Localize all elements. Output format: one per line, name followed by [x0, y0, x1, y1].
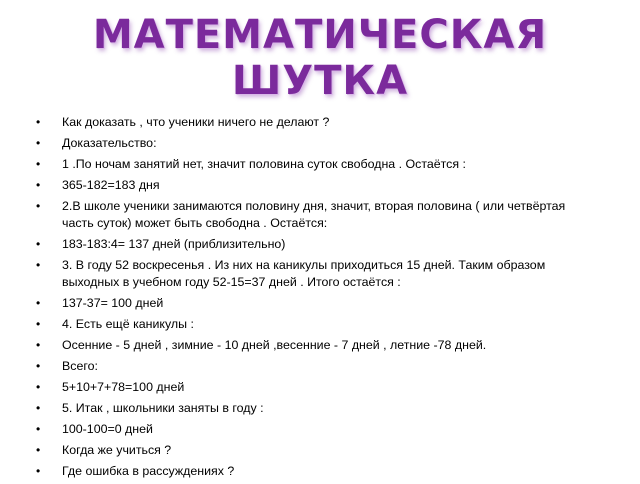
list-item	[36, 135, 596, 152]
bullet-icon: •	[36, 401, 41, 415]
list-item	[36, 295, 596, 312]
bullet-icon: •	[36, 199, 41, 213]
bullet-list	[36, 114, 596, 484]
list-item-text: 100-100=0 дней	[62, 422, 153, 436]
list-item-text: Где ошибка в рассуждениях ?	[62, 464, 235, 478]
list-item	[36, 177, 596, 194]
slide-title	[0, 12, 640, 104]
bullet-icon: •	[36, 464, 41, 478]
bullet-icon: •	[36, 237, 41, 251]
list-item	[36, 400, 596, 417]
list-item	[36, 114, 596, 131]
list-item	[36, 463, 596, 480]
list-item	[36, 358, 596, 375]
list-item-text: Когда же учиться ?	[62, 443, 172, 457]
list-item	[36, 198, 596, 232]
list-item	[36, 316, 596, 333]
list-item-text: 183-183:4= 137 дней (приблизительно)	[62, 237, 286, 251]
list-item-text: 137-37= 100 дней	[62, 296, 164, 310]
title-line-1: МАТЕМАТИЧЕСКАЯ	[92, 12, 548, 58]
bullet-icon: •	[36, 338, 41, 352]
list-item	[36, 421, 596, 438]
list-item-text: Как доказать , что ученики ничего не делают ?	[62, 115, 330, 129]
list-item-text: 5+10+7+78=100 дней	[62, 380, 185, 394]
list-item-text: 3. В году 52 воскресенья . Из них на каникулы приходиться 15 дней. Таким образом выходных в учебном году 52-15=37 дней . Итого остаётся :	[62, 258, 546, 289]
list-item-text: Всего:	[62, 359, 98, 373]
list-item-text: 1 .По ночам занятий нет, значит половина суток свободна . Остаётся :	[62, 157, 466, 171]
list-item	[36, 156, 596, 173]
bullet-icon: •	[36, 422, 41, 436]
list-item	[36, 257, 596, 291]
bullet-icon: •	[36, 296, 41, 310]
title-line-2: ШУТКА	[231, 58, 409, 104]
list-item	[36, 442, 596, 459]
list-item-text: Осенние - 5 дней , зимние - 10 дней ,весенние - 7 дней , летние -78 дней.	[62, 338, 487, 352]
list-item	[36, 337, 596, 354]
list-item-text: 4. Есть ещё каникулы :	[62, 317, 194, 331]
bullet-icon: •	[36, 157, 41, 171]
list-item-text: 365-182=183 дня	[62, 178, 160, 192]
list-item	[36, 236, 596, 253]
bullet-icon: •	[36, 443, 41, 457]
bullet-icon: •	[36, 380, 41, 394]
bullet-icon: •	[36, 258, 41, 272]
list-item-text: 5. Итак , школьники заняты в году :	[62, 401, 264, 415]
bullet-icon: •	[36, 317, 41, 331]
bullet-icon: •	[36, 359, 41, 373]
bullet-icon: •	[36, 136, 41, 150]
list-item	[36, 379, 596, 396]
bullet-icon: •	[36, 115, 41, 129]
list-item-text: Доказательство:	[62, 136, 157, 150]
list-item-text: 2.В школе ученики занимаются половину дня, значит, вторая половина ( или четвёртая часть суток) может быть свободна . Остаётся:	[62, 199, 566, 230]
bullet-icon: •	[36, 178, 41, 192]
